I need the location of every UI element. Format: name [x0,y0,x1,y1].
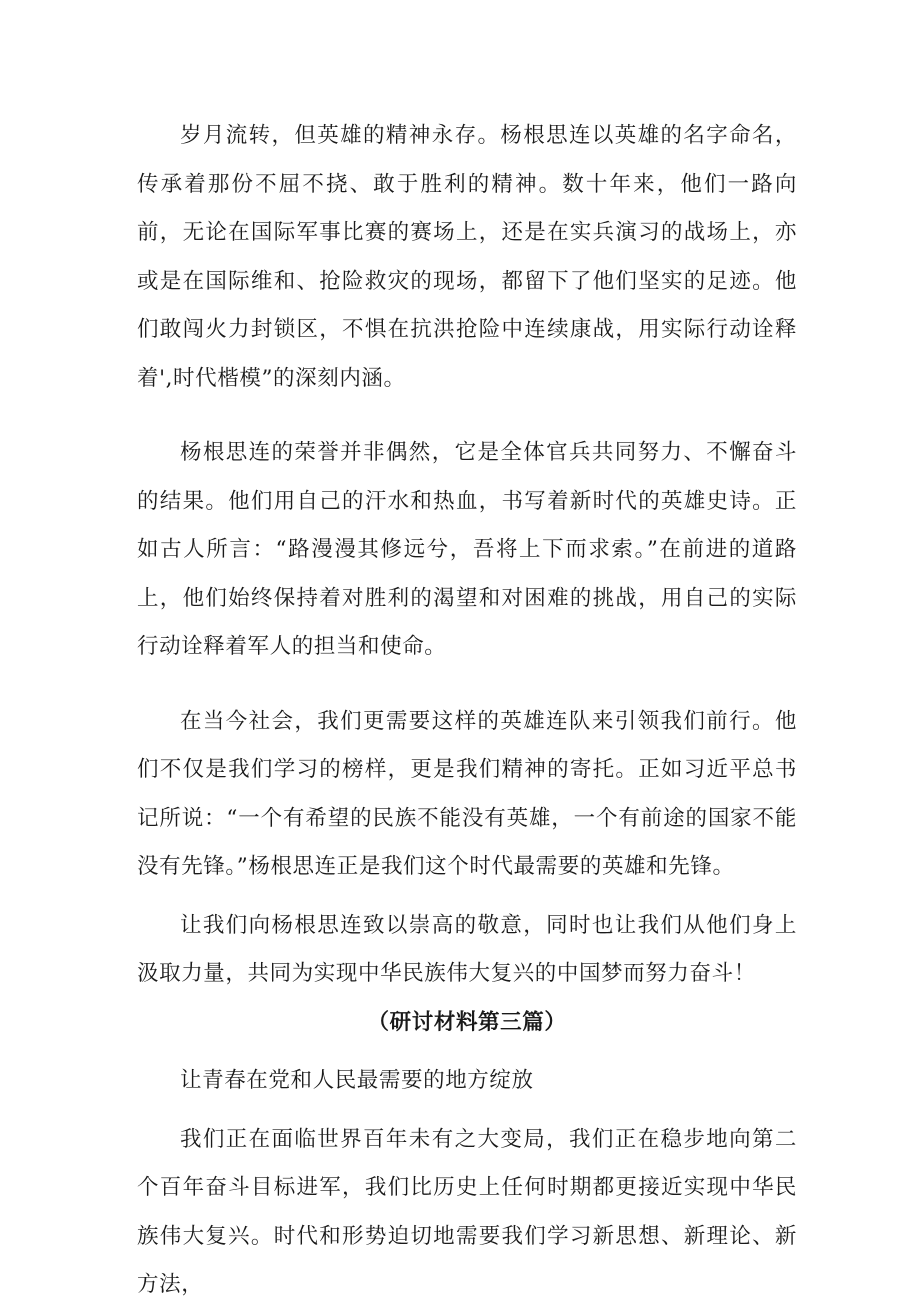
paragraph-great-changes: 我们正在面临世界百年未有之大变局，我们正在稳步地向第二个百年奋斗目标进军，我们比历史上任何时期都更接近实现中华民族伟大复兴。时代和形势迫切地需要我们学习新思想、新理论、新方法， [137,1126,797,1297]
section-subtitle: 让青春在党和人民最需要的地方绽放 [180,1068,534,1093]
paragraph-tribute: 让我们向杨根思连致以崇高的敬意，同时也让我们从他们身上汲取力量，共同为实现中华民族伟大复兴的中国梦而努力奋斗！ [137,912,797,986]
paragraph-honor: 杨根思连的荣誉并非偶然，它是全体官兵共同努力、不懈奋斗的结果。他们用自己的汗水和热血，书写着新时代的英雄史诗。正如古人所言：“路漫漫其修远兮，吾将上下而求索。”在前进的道路上，他们始终保持着对胜利的渴望和对困难的挑战，用自己的实际行动诠释着军人的担当和使命。 [137,440,797,659]
section-heading: （研讨材料第三篇） [367,1009,567,1035]
paragraph-society: 在当今社会，我们更需要这样的英雄连队来引领我们前行。他们不仅是我们学习的榜样，更是我们精神的寄托。正如习近平总书记所说：“一个有希望的民族不能没有英雄，一个有前途的国家不能没有先锋。”杨根思连正是我们这个时代最需要的英雄和先锋。 [137,708,797,879]
document-body [137,112,797,1310]
paragraph-heroic-spirit: 岁月流转，但英雄的精神永存。杨根思连以英雄的名字命名，传承着那份不屈不挠、敢于胜利的精神。数十年来，他们一路向前，无论在国际军事比赛的赛场上，还是在实兵演习的战场上，亦或是在国际维和、抢险救灾的现场，都留下了他们坚实的足迹。他们敢闯火力封锁区，不惧在抗洪抢险中连续康战，用实际行动诠释着',时代楷模”的深刻内涵。 [137,123,797,391]
